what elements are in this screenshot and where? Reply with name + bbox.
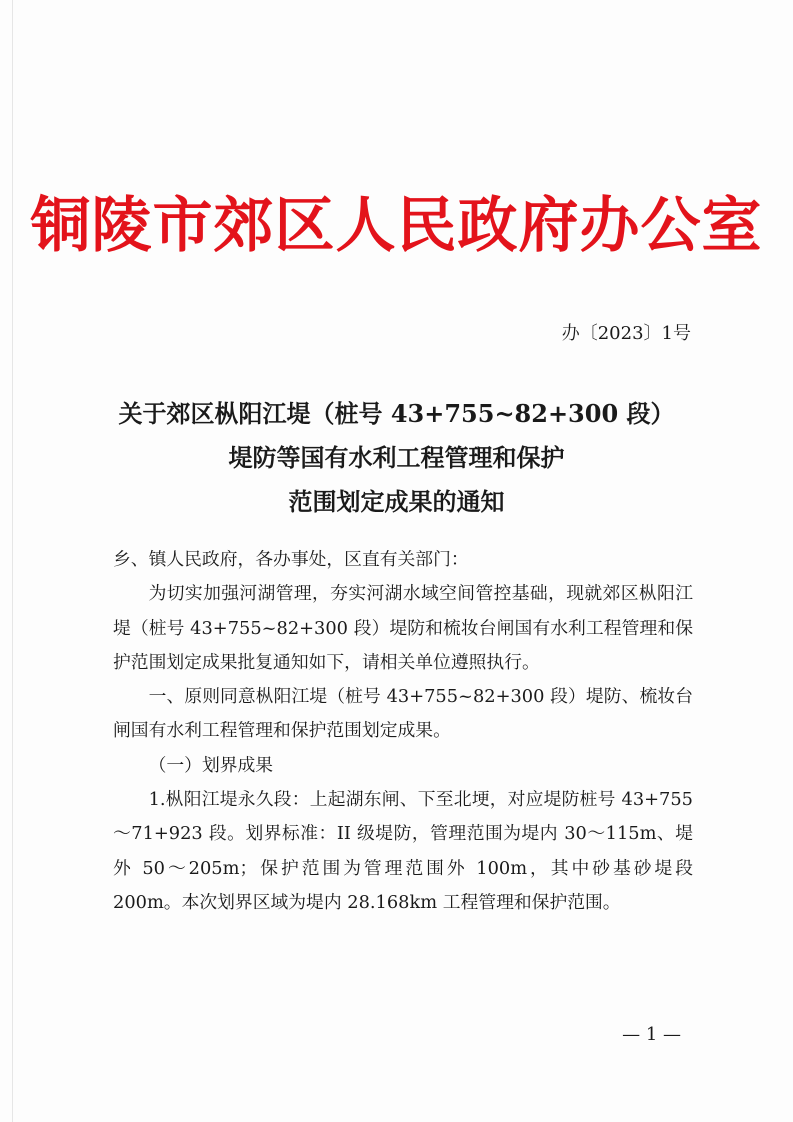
intro-paragraph: 为切实加强河湖管理，夯实河湖水域空间管控基础，现就郊区枞阳江堤（桩号 43+755~82+300 段）堤防和梳妆台闸国有水利工程管理和保护范围划定成果批复通知如下，请相关单位遵照执行。 [113, 583, 693, 673]
notice-title-line-1: 关于郊区枞阳江堤（桩号 43+755~82+300 段） [118, 399, 675, 428]
notice-body [113, 543, 693, 920]
scan-margin-line [12, 0, 13, 1122]
item-one-paragraph: 一、原则同意枞阳江堤（桩号 43+755~82+300 段）堤防、梳妆台闸国有水利工程管理和保护范围划定成果。 [113, 686, 693, 742]
page-number: — 1 — [622, 1024, 681, 1045]
notice-title [0, 392, 793, 524]
issuing-authority-header: 铜陵市郊区人民政府办公室 [30, 191, 763, 261]
notice-title-line-2: 堤防等国有水利工程管理和保护 [228, 443, 565, 472]
subheading-demarcation-results: （一）划界成果 [148, 754, 274, 776]
document-number: 办〔2023〕1号 [561, 323, 691, 344]
salutation: 乡、镇人民政府，各办事处，区直有关部门： [113, 549, 469, 570]
notice-title-line-3: 范围划定成果的通知 [288, 487, 505, 516]
point-one-paragraph: 1.枞阳江堤永久段：上起湖东闸、下至北埂，对应堤防桩号 43+755～71+923 段。划界标准：II 级堤防，管理范围为堤内 30～115m、堤外 50～205m；保护范围为管理范围外 100m，其中砂基砂堤段 200m。本次划界区域为堤内 28.168km 工程管理和保护范围。 [113, 789, 693, 913]
